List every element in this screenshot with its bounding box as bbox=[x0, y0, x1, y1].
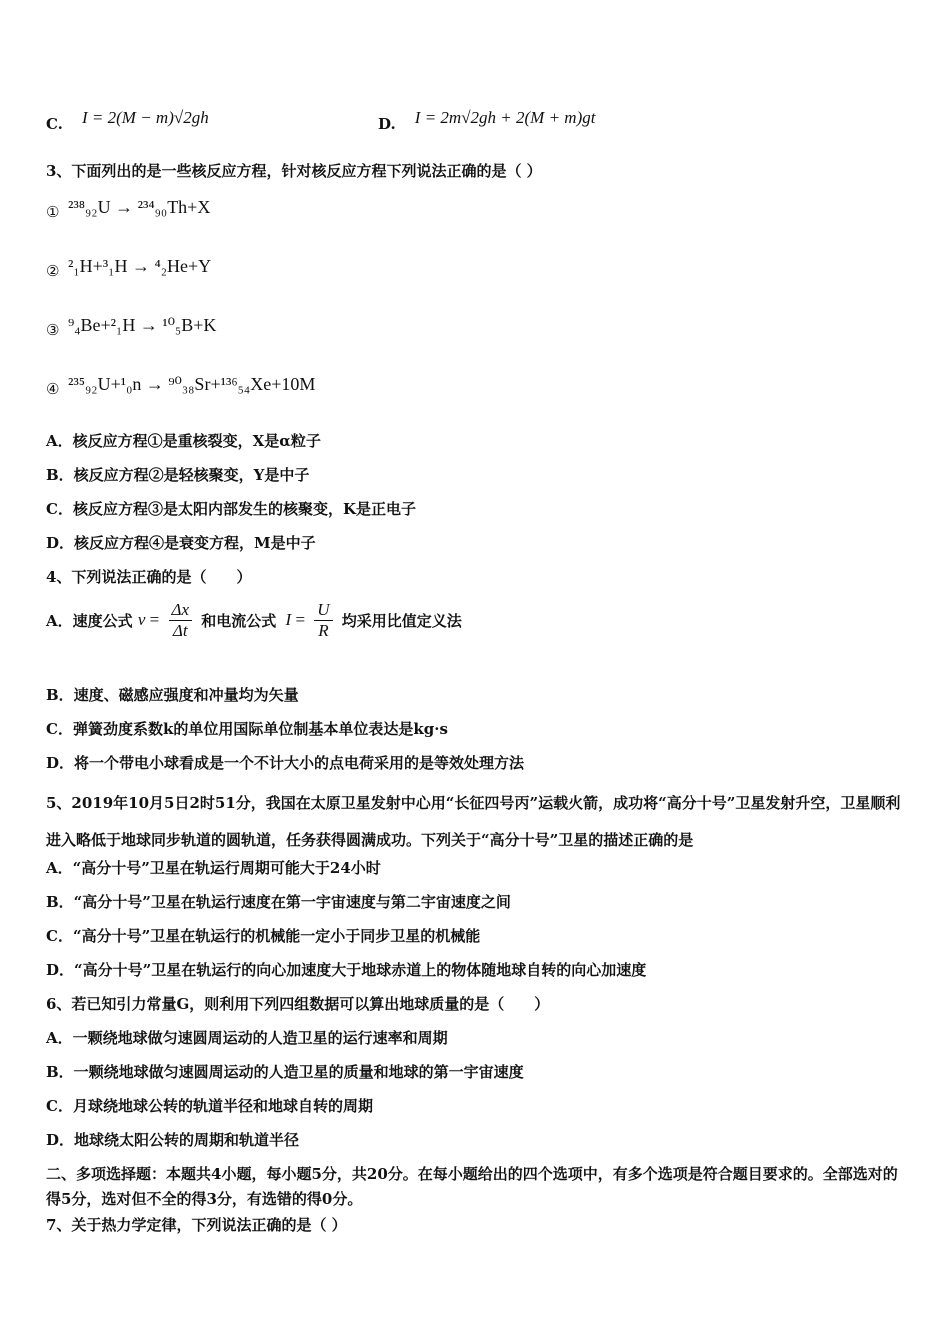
q6-option-a: A．一颗绕地球做匀速圆周运动的人造卫星的运行速率和周期 bbox=[46, 1029, 448, 1047]
q4-option-b: B．速度、磁感应强度和冲量均为矢量 bbox=[46, 686, 299, 704]
q3-option-a: A．核反应方程①是重核裂变，X是α粒子 bbox=[46, 432, 321, 450]
q5-stem: 5、2019年10月5日2时51分，我国在太原卫星发射中心用“长征四号丙”运载火箭，成功将“高分十号”卫星发射升空，卫星顺利进入略低于地球同步轨道的圆轨道，任务获得圆满成功。下列关于“高分十号”卫星的描述正确的是 bbox=[46, 794, 901, 849]
option-a-suffix: 均采用比值定义法 bbox=[341, 612, 462, 630]
option-a-prefix: A．速度公式 bbox=[46, 612, 133, 630]
option-label: C. bbox=[46, 115, 63, 133]
equation-text: ²³⁸₉₂U → ²³⁴₉₀Th+X bbox=[67, 197, 211, 217]
formula-d: I = 2m√2gh + 2(M + m)gt bbox=[414, 108, 596, 127]
equation-text: ⁹₄Be+²₁H → ¹⁰₅B+K bbox=[67, 315, 217, 335]
fraction-u-r: $\frac{U}{R}$ bbox=[314, 600, 332, 641]
current-formula: I = $\frac{U}{R}$ bbox=[282, 611, 342, 629]
q2-option-c bbox=[46, 108, 209, 133]
q3-option-b: B．核反应方程②是轻核聚变，Y是中子 bbox=[46, 466, 310, 484]
fraction-dx-dt: $\frac{\Delta x}{\Delta t}$ bbox=[169, 600, 193, 641]
option-label: D. bbox=[378, 115, 396, 133]
q6-option-b: B．一颗绕地球做匀速圆周运动的人造卫星的质量和地球的第一宇宙速度 bbox=[46, 1063, 524, 1081]
q3-equation-4 bbox=[46, 374, 315, 398]
q5-option-b: B．“高分十号”卫星在轨运行速度在第一宇宙速度与第二宇宙速度之间 bbox=[46, 893, 511, 911]
q3-equation-3 bbox=[46, 315, 216, 339]
q4-stem: 4、下列说法正确的是（ ） bbox=[46, 568, 252, 586]
q6-stem: 6、若已知引力常量G，则利用下列四组数据可以算出地球质量的是（ ） bbox=[46, 995, 550, 1013]
circle-number: ② bbox=[46, 262, 60, 280]
formula-c: I = 2(M − m)√2gh bbox=[82, 108, 209, 127]
option-a-mid: 和电流公式 bbox=[201, 612, 277, 630]
q2-option-d bbox=[378, 108, 595, 133]
q7-stem: 7、关于热力学定律，下列说法正确的是（ ） bbox=[46, 1216, 347, 1234]
equation-text: ²³⁵₉₂U+¹₀n → ⁹⁰₃₈Sr+¹³⁶₅₄Xe+10M bbox=[67, 374, 316, 394]
q4-option-c: C．弹簧劲度系数k的单位用国际单位制基本单位表达是kg·s bbox=[46, 720, 448, 738]
q6-option-d: D．地球绕太阳公转的周期和轨道半径 bbox=[46, 1131, 300, 1149]
circle-number: ④ bbox=[46, 380, 60, 398]
circle-number: ① bbox=[46, 203, 60, 221]
q6-option-c: C．月球绕地球公转的轨道半径和地球自转的周期 bbox=[46, 1097, 373, 1115]
q3-equation-2 bbox=[46, 256, 211, 280]
q3-stem: 3、下面列出的是一些核反应方程，针对核反应方程下列说法正确的是（ ） bbox=[46, 162, 542, 180]
q5-option-d: D．“高分十号”卫星在轨运行的向心加速度大于地球赤道上的物体随地球自转的向心加速度 bbox=[46, 961, 647, 979]
section-2-heading: 二、多项选择题：本题共4小题，每小题5分，共20分。在每小题给出的四个选项中，有多个选项是符合题目要求的。全部选对的得5分，选对但不全的得3分，有选错的得0分。 bbox=[46, 1165, 898, 1208]
q3-equation-1 bbox=[46, 197, 210, 221]
q5-option-a: A．“高分十号”卫星在轨运行周期可能大于24小时 bbox=[46, 859, 381, 877]
equation-text: ²₁H+³₁H → ⁴₂He+Y bbox=[67, 256, 212, 276]
circle-number: ③ bbox=[46, 321, 60, 339]
q3-option-c: C．核反应方程③是太阳内部发生的核聚变，K是正电子 bbox=[46, 500, 416, 518]
q5-option-c: C．“高分十号”卫星在轨运行的机械能一定小于同步卫星的机械能 bbox=[46, 927, 481, 945]
q4-option-d: D．将一个带电小球看成是一个不计大小的点电荷采用的是等效处理方法 bbox=[46, 754, 525, 772]
velocity-formula: v = $\frac{\Delta x}{\Delta t}$ bbox=[138, 611, 201, 629]
q4-option-a bbox=[46, 600, 462, 641]
q3-option-d: D．核反应方程④是衰变方程，M是中子 bbox=[46, 534, 316, 552]
